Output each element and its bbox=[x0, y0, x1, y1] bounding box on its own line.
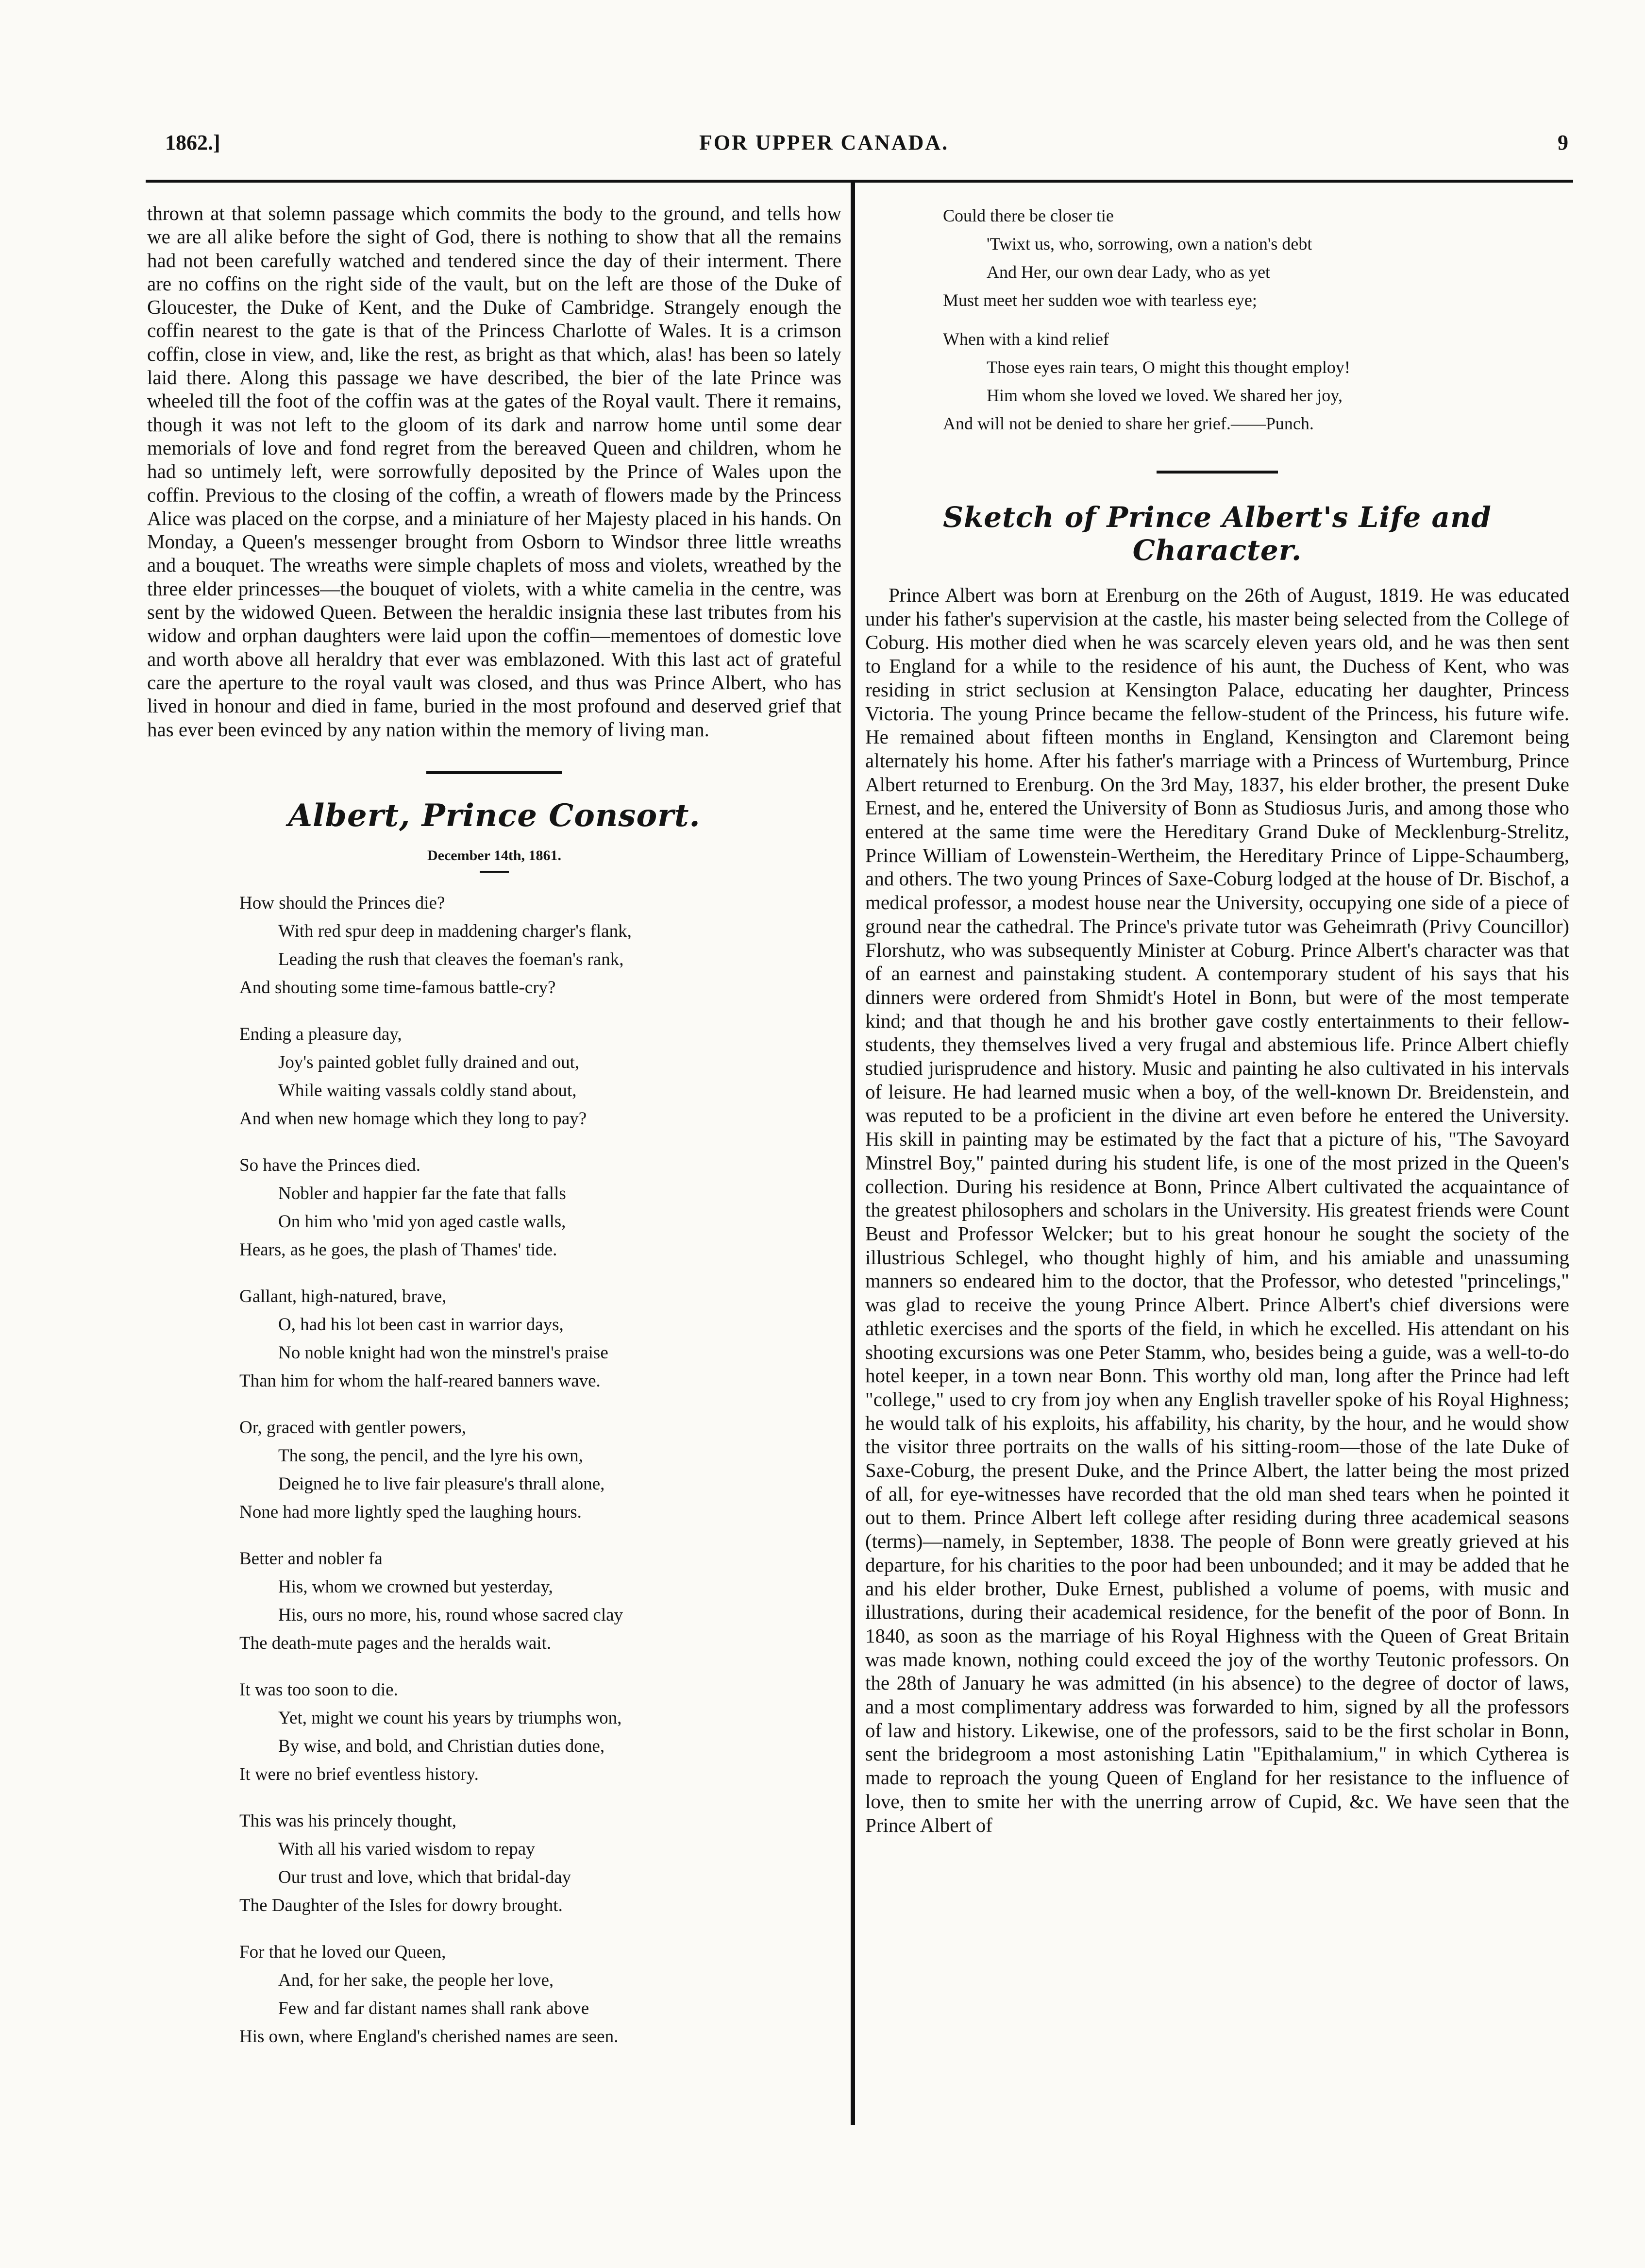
poem-line: Leading the rush that cleaves the foeman's rank, bbox=[278, 949, 624, 969]
poem-line: 'Twixt us, who, sorrowing, own a nation's debt bbox=[987, 234, 1312, 254]
poem-line: And, for her sake, the people her love, bbox=[278, 1970, 554, 1990]
header-rule bbox=[146, 180, 1573, 183]
poem-line: His, whom we crowned but yesterday, bbox=[278, 1576, 553, 1597]
poem-line: Deigned he to live fair pleasure's thrall alone, bbox=[278, 1473, 605, 1494]
poem-line: Joy's painted goblet fully drained and out, bbox=[278, 1052, 580, 1072]
poem-stanza bbox=[943, 202, 1569, 314]
poem-line: The death-mute pages and the heralds wait. bbox=[239, 1633, 552, 1653]
poem-line: Yet, might we count his years by triumphs won, bbox=[278, 1708, 622, 1728]
poem-line: Ending a pleasure day, bbox=[239, 1024, 402, 1044]
poem-line: When with a kind relief bbox=[943, 329, 1109, 349]
poem-line: Nobler and happier far the fate that falls bbox=[278, 1183, 566, 1203]
poem-line: So have the Princes died. bbox=[239, 1155, 420, 1175]
poem-line: Gallant, high-natured, brave, bbox=[239, 1286, 447, 1306]
poem-line: And when new homage which they long to pay? bbox=[239, 1108, 587, 1129]
poem-line: The song, the pencil, and the lyre his own, bbox=[278, 1445, 583, 1466]
poem-line: Those eyes rain tears, O might this thought employ! bbox=[987, 357, 1350, 377]
header-title: FOR UPPER CANADA. bbox=[699, 131, 949, 154]
poem-line: How should the Princes die? bbox=[239, 893, 445, 913]
poem-line: No noble knight had won the minstrel's praise bbox=[278, 1342, 608, 1363]
poem-stanza bbox=[239, 1414, 841, 1526]
poem-line: His, ours no more, his, round whose sacred clay bbox=[278, 1605, 623, 1625]
poem-continuation bbox=[865, 202, 1569, 438]
poem-stanza bbox=[239, 889, 841, 1002]
poem-stanza bbox=[239, 1283, 841, 1395]
poem-line: And will not be denied to share her grief.——Punch. bbox=[943, 414, 1314, 433]
poem-line: Could there be closer tie bbox=[943, 206, 1114, 225]
poem-line: Must meet her sudden woe with tearless eye; bbox=[943, 290, 1257, 310]
poem-line: Better and nobler fa bbox=[239, 1548, 383, 1569]
poem-stanza bbox=[943, 325, 1569, 438]
funeral-paragraph: thrown at that solemn passage which commits the body to the ground, and tells how we are all alike before the sight of God, there is nothing to show that all the remains had not been carefully watched and tendered since the day of their interment. There are no coffins on the right side of the vault, but on the left are those of the Duke of Gloucester, the Duke of Kent, and the Duke of Cambridge. Strangely enough the coffin nearest to the gate is that of the Princess Charlotte of Wales. It is a crimson coffin, close in view, and, like the rest, as bright as that which, alas! has been so lately laid there. Along this passage we have described, the bier of the late Prince was wheeled till the foot of the coffin was at the gates of the Royal vault. There it remains, though it was not left to the gloom of its dark and narrow home until some dear memorials of love and fond regret from the bereaved Queen and children, whom he had so untimely left, were sorrowfully deposited by the Prince of Wales upon the coffin. Previous to the closing of the coffin, a wreath of flowers made by the Princess Alice was placed on the corpse, and a miniature of her Majesty placed in his hands. On Monday, a Queen's messenger brought from Osborn to Windsor three little wreaths and a bouquet. The wreaths were simple chaplets of moss and violets, wreathed by the three elder princesses—the bouquet of violets, with a white camelia in the centre, was sent by the widowed Queen. Between the heraldic insignia these last tributes from his widow and orphan daughters were laid upon the coffin—mementoes of domestic love and worth above all heraldry that ever was emblazoned. With this last act of grateful care the aperture to the royal vault was closed, and thus was Prince Albert, who has lived in honour and died in fame, buried in the most profound and deserved grief that has ever been evinced by any nation within the memory of living man. bbox=[147, 202, 841, 741]
poem-line: On him who 'mid yon aged castle walls, bbox=[278, 1211, 566, 1232]
poem-stanza bbox=[239, 1676, 841, 1789]
poem-line: None had more lightly sped the laughing hours. bbox=[239, 1502, 582, 1522]
sketch-paragraph: Prince Albert was born at Erenburg on the 26th of August, 1819. He was educated under his father's supervision at the castle, his master being selected from the College of Coburg. His mother died when he was scarcely eleven years old, and he was then sent to England for a while to the residence of his aunt, the Duchess of Kent, who was residing in strict seclusion at Kensington Palace, educating her daughter, Princess Victoria. The young Prince became the fellow-student of the Princess, his future wife. He remained about fifteen months in England, Kensington and Claremont being alternately his home. After his father's marriage with a Princess of Wurtemburg, Prince Albert returned to Erenburg. On the 3rd May, 1837, his elder brother, the present Duke Ernest, and he, entered the University of Bonn as Studiosus Juris, and among those who entered at the same time were the Hereditary Grand Duke of Mecklenburg-Strelitz, Prince William of Lowenstein-Wertheim, the Hereditary Prince of Lippe-Schaumberg, and others. The two young Princes of Saxe-Coburg lodged at the house of Dr. Bischof, a medical professor, a modest house near the University, occupying one side of a piece of ground near the cathedral. The Prince's private tutor was Geheimrath (Privy Councillor) Florshutz, who was subsequently Minister at Coburg. Prince Albert's character was that of an earnest and painstaking student. A contemporary student of his says that his dinners were ordered from Shmidt's Hotel in Bonn, but were of the most temperate kind; and that though he and his brother gave costly entertainments to their fellow-students, they themselves lived a very frugal and abstemious life. Prince Albert chiefly studied jurisprudence and history. Music and painting he also cultivated in his intervals of leisure. He had learned music when a boy, of the well-known Dr. Breidenstein, and was reputed to be a proficient in the divine art even before he entered the University. His skill in painting may be estimated by the fact that a picture of his, "The Savoyard Minstrel Boy," painted during his student life, is one of the most prized in the Queen's collection. During his residence at Bonn, Prince Albert cultivated the acquaintance of the greatest philosophers and scholars in the University. His greatest friends were Count Beust and Professor Welcker; but to his great honour he sought the society of the illustrious Schlegel, who thought highly of him, and his amiable and unassuming manners so endeared him to the doctor, that the Professor, who detested "princelings," was glad to receive the young Prince Albert. Prince Albert's chief diversions were athletic exercises and the sports of the field, in which he excelled. His attendant on his shooting excursions was one Peter Stamm, who, besides being a guide, was a well-to-do hotel keeper, in a town near Bonn. This worthy old man, long after the Prince had left "college," used to cry from joy when any English traveller spoke of his Royal Highness; he would talk of his exploits, his affability, his charity, by the hour, and he would show the visitor three portraits on the walls of his sitting-room—those of the late Duke of Saxe-Coburg, the present Duke, and the Prince Albert, the latter being the most prized of all, for eye-witnesses have recorded that the old man shed tears when he pointed it out to them. Prince Albert left college after residing during three academical seasons (terms)—namely, in September, 1838. The people of Bonn were greatly grieved at his departure, for his charities to the poor had been unbounded; and it may be added that he and his elder brother, Duke Ernest, published a volume of poems, with music and illustrations, during their academical residence, for the benefit of the poor of Bonn. In 1840, as soon as the marriage of his Royal Highness with the Queen of Great Britain was made known, nothing could exceed the joy of the worthy Teutonic professors. On the 28th of January he was admitted (in his absence) to the degree of doctor of laws, and a most complimentary address was forwarded to him, signed by all the professors of law and history. Likewise, one of the professors, said to be the first scholar in Bonn, sent the bridegroom a most astonishing Latin "Epithalamium," in which Cytherea is made to reproach the young Queen of England for her resistance to the influence of love, then to smite her with the unerring arrow of Cupid, &c. We have seen that the Prince Albert of bbox=[865, 584, 1569, 1836]
poem-line: By wise, and bold, and Christian duties done, bbox=[278, 1736, 605, 1756]
poem-line: With red spur deep in maddening charger's flank, bbox=[278, 921, 632, 941]
left-column bbox=[147, 202, 841, 2069]
poem-line: Hears, as he goes, the plash of Thames' tide. bbox=[239, 1239, 557, 1260]
funeral-article bbox=[147, 202, 841, 741]
sketch-article bbox=[865, 583, 1569, 1837]
poem-line: Him whom she loved we loved. We shared her joy, bbox=[987, 386, 1343, 405]
page-header bbox=[165, 130, 1568, 164]
poem-line: Or, graced with gentler powers, bbox=[239, 1417, 467, 1438]
poem-stanza bbox=[239, 1938, 841, 2051]
right-column bbox=[865, 202, 1569, 1837]
poem-line: This was his princely thought, bbox=[239, 1811, 457, 1831]
poem-line: For that he loved our Queen, bbox=[239, 1942, 446, 1962]
poem-stanza bbox=[239, 1151, 841, 1264]
poem-date: December 14th, 1861. bbox=[427, 847, 562, 863]
header-year: 1862.] bbox=[165, 131, 220, 154]
poem-line: And Her, our own dear Lady, who as yet bbox=[987, 262, 1271, 282]
poem-line: It were no brief eventless history. bbox=[239, 1764, 479, 1784]
poem-line: It was too soon to die. bbox=[239, 1679, 398, 1700]
poem-line: Than him for whom the half-reared banners wave. bbox=[239, 1371, 601, 1391]
poem-line: With all his varied wisdom to repay bbox=[278, 1839, 535, 1859]
poem-title: Albert, Prince Consort. bbox=[288, 797, 701, 834]
page-number: 9 bbox=[1558, 131, 1568, 154]
poem-line: O, had his lot been cast in warrior days, bbox=[278, 1314, 564, 1335]
poem-line: The Daughter of the Isles for dowry brought. bbox=[239, 1895, 563, 1915]
poem-line: And shouting some time-famous battle-cry? bbox=[239, 977, 556, 998]
poem-line: While waiting vassals coldly stand about, bbox=[278, 1080, 577, 1100]
poem-line: Few and far distant names shall rank above bbox=[278, 1998, 589, 2018]
poem-stanza bbox=[239, 1020, 841, 1133]
column-divider bbox=[851, 183, 855, 2125]
poem-stanza bbox=[239, 1807, 841, 1920]
poem-line: Our trust and love, which that bridal-day bbox=[278, 1867, 571, 1887]
poem-body bbox=[147, 889, 841, 2051]
poem-stanza bbox=[239, 1545, 841, 1658]
poem-line: His own, where England's cherished names are seen. bbox=[239, 2026, 619, 2047]
sketch-heading: Sketch of Prince Albert's Life and Character. bbox=[943, 501, 1492, 567]
